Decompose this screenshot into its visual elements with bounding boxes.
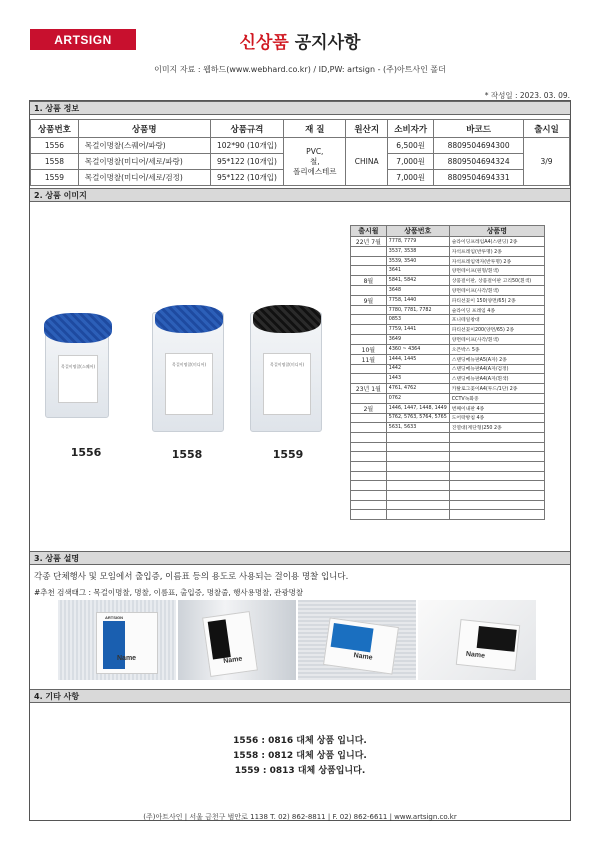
product-label: 1558 xyxy=(171,448,203,461)
release-month: 9월 xyxy=(351,295,387,305)
release-product-numbers: 0853 xyxy=(386,315,449,325)
release-product-name xyxy=(449,462,544,472)
release-product-numbers: 3537, 3538 xyxy=(386,247,449,257)
release-month: 2월 xyxy=(351,403,387,413)
table-row xyxy=(351,266,545,276)
product-spec: 95*122 (10개입) xyxy=(210,170,284,186)
header-cell: 상품규격 xyxy=(210,120,284,138)
table-row xyxy=(351,500,545,510)
table-row xyxy=(351,471,545,481)
product-number: 1556 xyxy=(31,138,79,154)
release-product-name: 상품걸이판, 상품걸이판 고리50(흰색) xyxy=(449,276,544,286)
header-cell: 출시월 xyxy=(351,226,387,237)
product-image-1556 xyxy=(45,322,109,418)
badge-name: Name xyxy=(465,650,486,660)
release-month: 10월 xyxy=(351,344,387,354)
release-product-name: 파티션꽂이 150(양면/65) 2종 xyxy=(449,295,544,305)
table-row xyxy=(351,374,545,384)
info-header-row xyxy=(31,120,570,138)
usage-photo xyxy=(298,600,416,680)
table-row xyxy=(351,325,545,335)
name-badge xyxy=(323,617,399,674)
release-product-name xyxy=(449,510,544,520)
search-tags: #추천 검색태그 : 목걸이명찰, 명찰, 이름표, 출입증, 명찰줄, 행사용명찰, 관광명찰 xyxy=(34,588,304,597)
release-product-name: 진열대(계단형)250 2종 xyxy=(449,423,544,433)
badge-stripe xyxy=(477,626,517,652)
usage-photo xyxy=(58,600,176,680)
header-cell: 바코드 xyxy=(434,120,524,138)
release-product-name: 양면테이프(원형/흰색) xyxy=(449,266,544,276)
release-product-name xyxy=(449,471,544,481)
table-row xyxy=(351,237,545,247)
release-month xyxy=(351,491,387,501)
release-product-name xyxy=(449,481,544,491)
table-row xyxy=(351,432,545,442)
section-product-description: 3. 상품 설명 xyxy=(30,551,570,565)
release-product-name: 카탈로그꽂이A4(투드/1단) 2종 xyxy=(449,383,544,393)
release-month xyxy=(351,462,387,472)
usage-photo xyxy=(178,600,296,680)
release-product-numbers xyxy=(386,500,449,510)
replacement-note: 1556 : 0816 대체 상품 입니다. xyxy=(233,736,367,746)
release-product-numbers: 7778, 7779 xyxy=(386,237,449,247)
release-month xyxy=(351,452,387,462)
release-product-numbers: 5762, 5763, 5764, 5765 xyxy=(386,413,449,423)
release-month xyxy=(351,481,387,491)
table-row xyxy=(351,276,545,286)
header-cell: 원산지 xyxy=(346,120,388,138)
product-barcode: 8809504694324 xyxy=(434,154,524,170)
section-product-info: 1. 상품 정보 xyxy=(30,101,570,115)
page-title xyxy=(0,28,600,53)
release-product-name: 스탠딩메뉴판A4(A자/흰색) xyxy=(449,374,544,384)
usage-photo xyxy=(418,600,536,680)
release-month xyxy=(351,510,387,520)
table-row xyxy=(351,364,545,374)
product-name: 목걸이명찰(미디어/세로/파랑) xyxy=(78,154,210,170)
release-product-numbers: 3648 xyxy=(386,286,449,296)
table-row xyxy=(351,247,545,257)
release-month xyxy=(351,423,387,433)
artsign-logo: ARTSIGN xyxy=(30,29,136,50)
release-product-name: 오픈박스 5종 xyxy=(449,344,544,354)
release-product-name: 양면테이프(사각/흰색) xyxy=(449,334,544,344)
header-cell: 상품번호 xyxy=(31,120,79,138)
product-barcode: 8809504694331 xyxy=(434,170,524,186)
release-product-numbers: 1446, 1447, 1448, 1449 xyxy=(386,403,449,413)
release-month xyxy=(351,305,387,315)
product-label: 1559 xyxy=(272,448,304,461)
product-number: 1559 xyxy=(31,170,79,186)
release-month xyxy=(351,432,387,442)
name-badge xyxy=(96,612,158,674)
image-source-line: 이미지 자료 : 웹하드(www.webhard.co.kr) / ID,PW: artsign - (주)아트사인 폴더 xyxy=(154,65,446,74)
badge-name: Name xyxy=(222,655,243,666)
release-month xyxy=(351,315,387,325)
table-row xyxy=(351,491,545,501)
release-product-numbers xyxy=(386,491,449,501)
product-price: 7,000원 xyxy=(388,170,434,186)
product-image-1558 xyxy=(152,312,224,432)
release-product-name: 슬라이딩 프레임 4종 xyxy=(449,305,544,315)
release-product-numbers: 1442 xyxy=(386,364,449,374)
release-header-row xyxy=(351,226,545,237)
release-product-name: 번째이내판 4종 xyxy=(449,403,544,413)
section-product-images: 2. 상품 이미지 xyxy=(30,188,570,202)
release-product-name xyxy=(449,491,544,501)
release-month xyxy=(351,500,387,510)
release-product-numbers: 4360 ~ 4364 xyxy=(386,344,449,354)
table-row xyxy=(351,383,545,393)
table-row xyxy=(351,462,545,472)
release-history-table xyxy=(350,225,545,520)
header-cell: 출시일 xyxy=(524,120,570,138)
table-row xyxy=(351,354,545,364)
release-product-numbers: 3649 xyxy=(386,334,449,344)
title-highlight: 신상품 xyxy=(239,33,289,53)
product-price: 6,500원 xyxy=(388,138,434,154)
table-row xyxy=(351,510,545,520)
release-month xyxy=(351,393,387,403)
release-month xyxy=(351,325,387,335)
badge-insert: 목걸이명찰(스퀘어) xyxy=(58,355,98,403)
product-barcode: 8809504694300 xyxy=(434,138,524,154)
table-row xyxy=(351,344,545,354)
release-product-name: 양면테이프(사각/흰색) xyxy=(449,286,544,296)
release-product-numbers xyxy=(386,432,449,442)
table-row xyxy=(351,256,545,266)
title-text: 공지사항 xyxy=(294,33,361,53)
description-text: 각종 단체행사 및 모임에서 출입증, 이름표 등의 용도로 사용되는 걸이용 명찰 입니다. xyxy=(34,572,349,582)
release-product-numbers: 7780, 7781, 7782 xyxy=(386,305,449,315)
release-month xyxy=(351,286,387,296)
product-origin: CHINA xyxy=(346,138,388,186)
product-spec: 95*122 (10개입) xyxy=(210,154,284,170)
header-cell: 상품명 xyxy=(78,120,210,138)
badge-stripe xyxy=(208,619,231,659)
release-product-name: 도어락방침 4종 xyxy=(449,413,544,423)
release-product-numbers xyxy=(386,481,449,491)
release-product-name: 자석프레임(반투명) 2종 xyxy=(449,247,544,257)
release-product-numbers: 5841, 5842 xyxy=(386,276,449,286)
product-price: 7,000원 xyxy=(388,154,434,170)
release-month xyxy=(351,413,387,423)
table-row xyxy=(351,423,545,433)
product-label: 1556 xyxy=(70,446,102,459)
table-row xyxy=(351,334,545,344)
release-product-name xyxy=(449,500,544,510)
table-row xyxy=(351,481,545,491)
table-row xyxy=(351,295,545,305)
lanyard-blue xyxy=(155,305,223,333)
header-cell: 재 질 xyxy=(284,120,346,138)
release-product-name: 포니테일창대 xyxy=(449,315,544,325)
table-row xyxy=(351,452,545,462)
header-cell: 소비자가 xyxy=(388,120,434,138)
release-product-numbers: 3539, 3540 xyxy=(386,256,449,266)
release-product-numbers xyxy=(386,471,449,481)
release-month: 8월 xyxy=(351,276,387,286)
product-image-1559 xyxy=(250,312,322,432)
product-name: 목걸이명찰(스퀘어/파랑) xyxy=(78,138,210,154)
header-cell: 상품번호 xyxy=(386,226,449,237)
table-row xyxy=(351,442,545,452)
release-date: 3/9 xyxy=(524,138,570,186)
release-product-numbers xyxy=(386,442,449,452)
release-product-name: CCTV녹화중 xyxy=(449,393,544,403)
release-month: 22년 7월 xyxy=(351,237,387,247)
release-product-numbers: 4761, 4762 xyxy=(386,383,449,393)
table-row xyxy=(351,286,545,296)
badge-insert: 목걸이명찰(미디어) xyxy=(165,353,213,415)
release-product-numbers xyxy=(386,452,449,462)
product-material: PVC, 철, 폴리에스테르 xyxy=(284,138,346,186)
badge-name: Name xyxy=(117,655,137,662)
table-row xyxy=(351,413,545,423)
table-row xyxy=(351,315,545,325)
release-product-numbers xyxy=(386,510,449,520)
replacement-note: 1558 : 0812 대체 상품 입니다. xyxy=(233,751,367,761)
release-month xyxy=(351,471,387,481)
name-badge xyxy=(202,611,258,677)
release-month xyxy=(351,364,387,374)
release-product-name: 스탠딩메뉴판A4(A자/검정) xyxy=(449,364,544,374)
written-date: * 작성일 : 2023. 03. 09. xyxy=(484,91,570,100)
release-month xyxy=(351,266,387,276)
lanyard-black xyxy=(253,305,321,333)
release-product-name: 자석프레임액자(반투명) 2종 xyxy=(449,256,544,266)
release-product-name xyxy=(449,442,544,452)
release-month xyxy=(351,256,387,266)
release-product-numbers: 1443 xyxy=(386,374,449,384)
header-cell: 상품명 xyxy=(449,226,544,237)
table-row xyxy=(31,138,570,154)
table-row xyxy=(351,393,545,403)
release-product-numbers: 0762 xyxy=(386,393,449,403)
product-spec: 102*90 (10개입) xyxy=(210,138,284,154)
release-product-numbers: 1444, 1445 xyxy=(386,354,449,364)
release-product-numbers: 3641 xyxy=(386,266,449,276)
release-product-name: 슬라이딩프레임A4(스탠딩) 2종 xyxy=(449,237,544,247)
release-product-name xyxy=(449,432,544,442)
product-number: 1558 xyxy=(31,154,79,170)
product-info-table xyxy=(30,119,570,186)
release-month: 23년 1월 xyxy=(351,383,387,393)
name-badge xyxy=(456,619,520,671)
release-product-numbers: 7759, 1441 xyxy=(386,325,449,335)
table-row xyxy=(351,403,545,413)
table-row xyxy=(351,305,545,315)
badge-name: Name xyxy=(353,652,373,662)
release-month xyxy=(351,247,387,257)
badge-insert: 목걸이명찰(미디어) xyxy=(263,353,311,415)
badge-stripe xyxy=(331,623,374,652)
release-month: 11월 xyxy=(351,354,387,364)
section-other-notes: 4. 기타 사항 xyxy=(30,689,570,703)
release-month xyxy=(351,442,387,452)
release-product-name xyxy=(449,452,544,462)
badge-logo: ARTSIGN xyxy=(105,615,123,620)
release-month xyxy=(351,334,387,344)
release-product-numbers: 7758, 1440 xyxy=(386,295,449,305)
release-product-numbers xyxy=(386,462,449,472)
release-product-name: 파티션꽂이200(양면/65) 2종 xyxy=(449,325,544,335)
product-name: 목걸이명찰(미디어/세로/검정) xyxy=(78,170,210,186)
company-footer: (주)아트사인 | 서울 금천구 범안로 1138 T. 02) 862-8811 | F. 02) 862-6611 | www.artsign.co.kr xyxy=(143,813,457,821)
release-product-numbers: 5631, 5633 xyxy=(386,423,449,433)
lanyard-blue xyxy=(44,313,112,343)
release-month xyxy=(351,374,387,384)
release-product-name: 스탠딩메뉴판A5(A자) 2종 xyxy=(449,354,544,364)
replacement-note: 1559 : 0813 대체 상품입니다. xyxy=(234,766,366,776)
